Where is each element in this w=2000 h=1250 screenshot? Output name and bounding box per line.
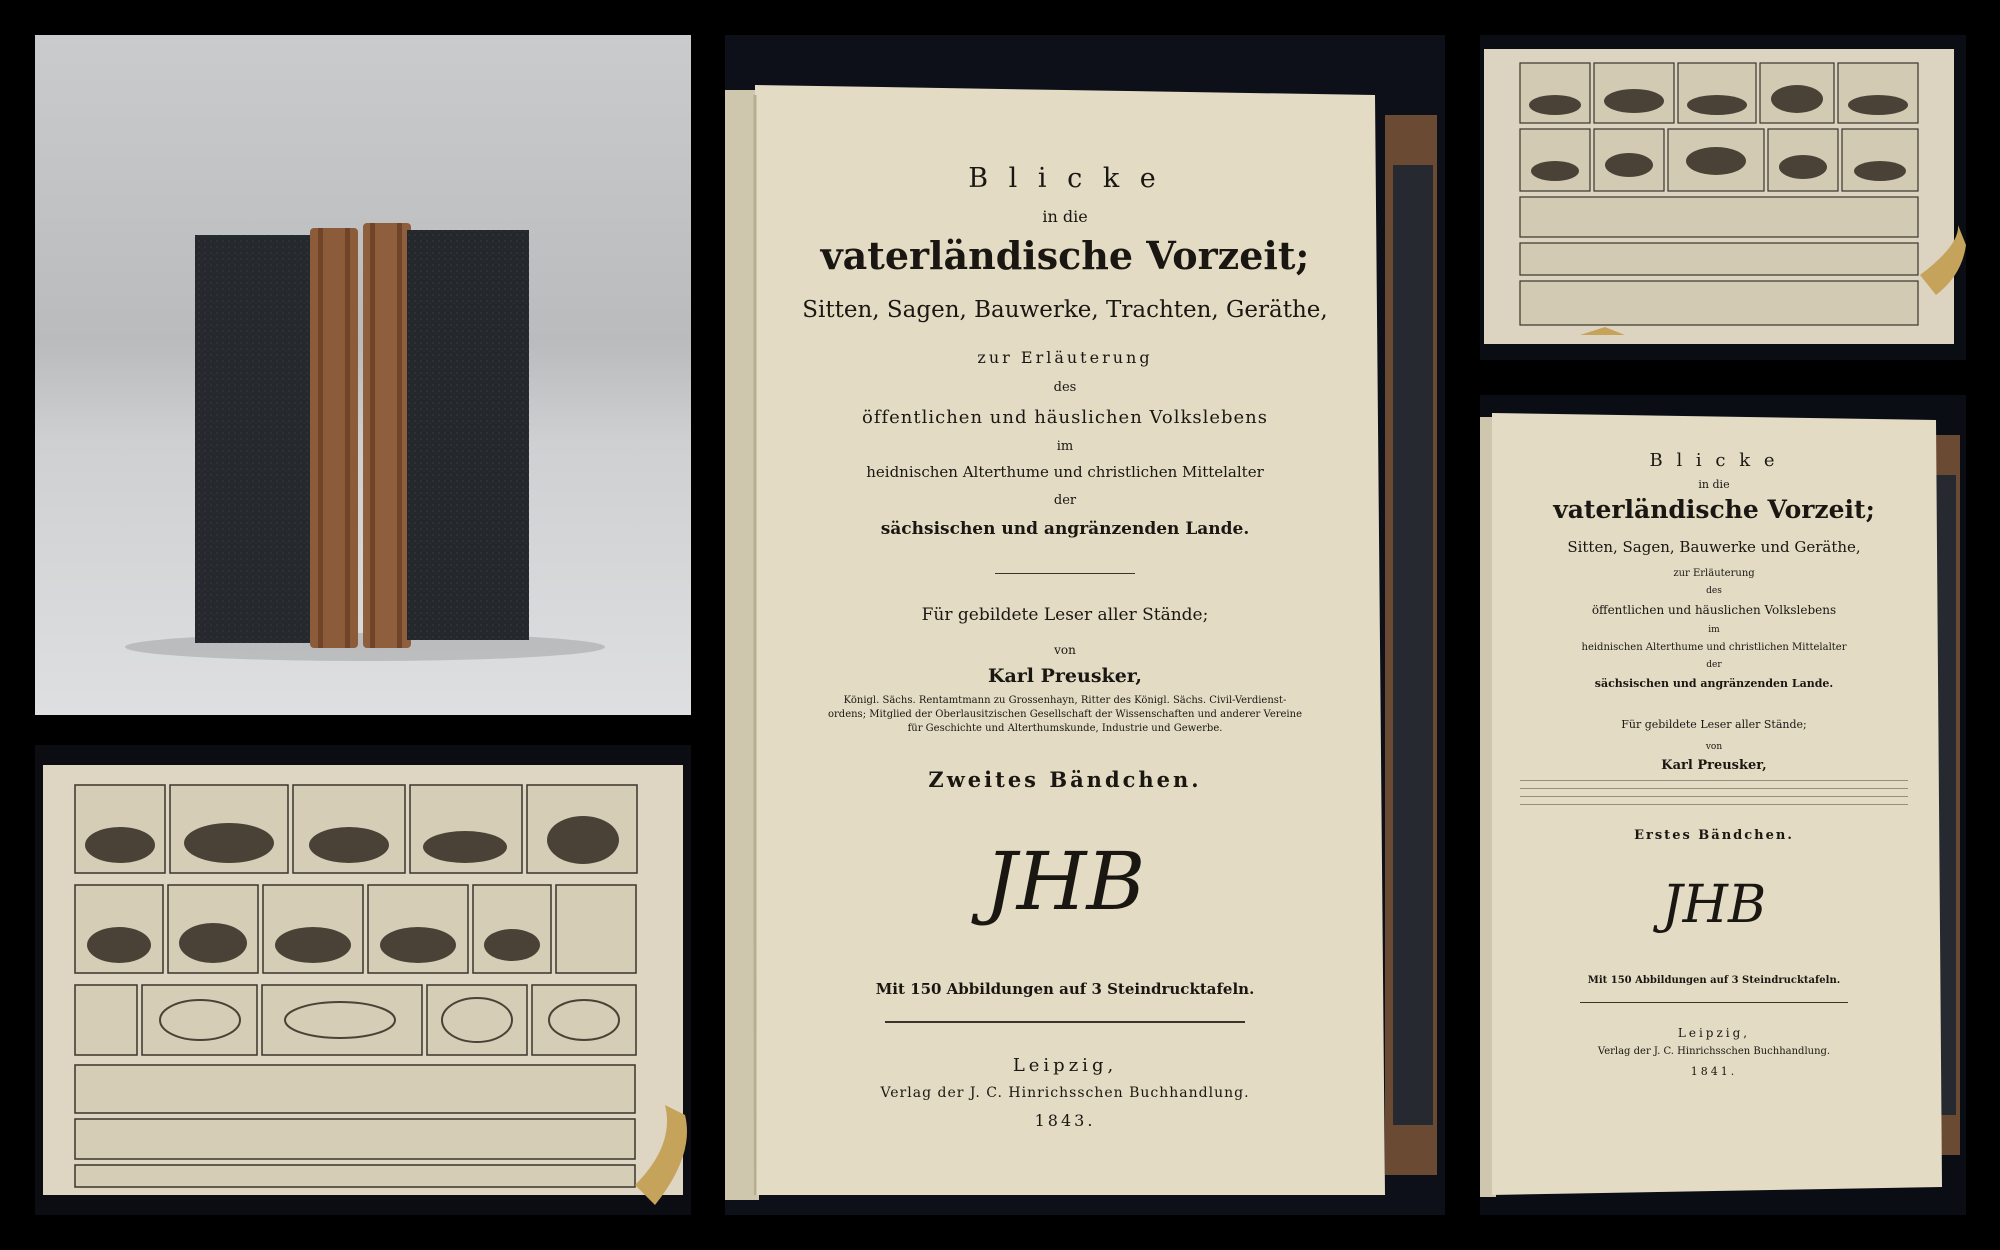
photo-plate-upper [1480,35,1966,360]
title2-credentials [1520,780,1908,808]
title2-publisher: Verlag der J. C. Hinrichsschen Buchhandlung. [1597,1046,1831,1057]
imprint-year: 1843. [1034,1111,1096,1130]
author-credentials-3: für Geschichte und Alterthumskunde, Industrie und Gewerbe. [907,723,1223,734]
title-line-im: im [1056,439,1074,454]
title-line-der: der [1053,493,1077,508]
title-line-main: vaterländische Vorzeit; [820,233,1310,278]
title2-volume: Erstes Bändchen. [1634,828,1794,843]
publisher-monogram: JHB [984,835,1146,928]
photo-title-page-volume-2 [725,35,1445,1215]
title2-line-zur: zur Erläuterung [1673,568,1755,579]
photo-title-page-volume-1 [1480,395,1966,1215]
illustrations-note: Mit 150 Abbildungen auf 3 Steindrucktafeln. [875,980,1255,998]
photo-folding-plate [35,745,691,1215]
title-line-des: des [1053,380,1077,395]
title2-line-subtitle: Sitten, Sagen, Bauwerke und Geräthe, [1567,538,1861,556]
title2-line-lande: sächsischen und angränzenden Lande. [1594,677,1834,690]
volume-label: Zweites Bändchen. [928,767,1202,792]
author-name: Karl Preusker, [987,665,1143,687]
title2-year: 1841. [1690,1065,1738,1078]
author-credentials-2: ordens; Mitglied der Oberlausitzischen Gesellschaft der Wissenschaften und anderer Vereine [828,709,1302,720]
title2-line-alterthume: heidnischen Alterthume und christlichen Mittelalter [1581,642,1847,653]
title-line-lande: sächsischen und angränzenden Lande. [880,519,1250,539]
title-line-volkslebens: öffentlichen und häuslichen Volkslebens [861,407,1269,428]
title2-divider [1580,1002,1848,1003]
title2-city: Leipzig, [1677,1026,1751,1040]
imprint-city: Leipzig, [1012,1055,1118,1076]
title2-illustrations: Mit 150 Abbildungen auf 3 Steindrucktafeln. [1587,975,1841,986]
photo-closed-volumes [35,35,691,715]
divider [995,573,1135,574]
title-line-subtitle: Sitten, Sagen, Bauwerke, Trachten, Geräthe, [802,297,1328,323]
title2-by: von [1705,742,1723,752]
title2-author: Karl Preusker, [1661,758,1767,773]
title2-line-der: der [1706,660,1722,670]
title-line-zur: zur Erläuterung [977,348,1153,367]
title2-line-volkslebens: öffentlichen und häuslichen Volkslebens [1591,603,1837,617]
title2-line-in-die: in die [1698,478,1730,491]
author-credentials-1: Königl. Sächs. Rentamtmann zu Grossenhayn, Ritter des Königl. Sächs. Civil-Verdienst- [843,695,1287,706]
audience-line: Für gebildete Leser aller Stände; [921,605,1209,625]
divider-bottom [885,1021,1245,1023]
title2-line-des: des [1706,586,1722,596]
by-line: von [1054,643,1076,657]
title2-line-main: vaterländische Vorzeit; [1553,495,1875,524]
title2-line-blicke: B l i c k e [1649,450,1779,471]
title2-monogram: JHB [1661,875,1767,935]
title-line-blicke: B l i c k e [968,163,1162,194]
imprint-publisher: Verlag der J. C. Hinrichsschen Buchhandlung. [880,1085,1250,1101]
title2-audience: Für gebildete Leser aller Stände; [1621,718,1807,731]
title-line-in-die: in die [1042,207,1088,226]
title2-line-im: im [1708,625,1720,635]
title-line-alterthume: heidnischen Alterthume und christlichen Mittelalter [866,463,1264,481]
